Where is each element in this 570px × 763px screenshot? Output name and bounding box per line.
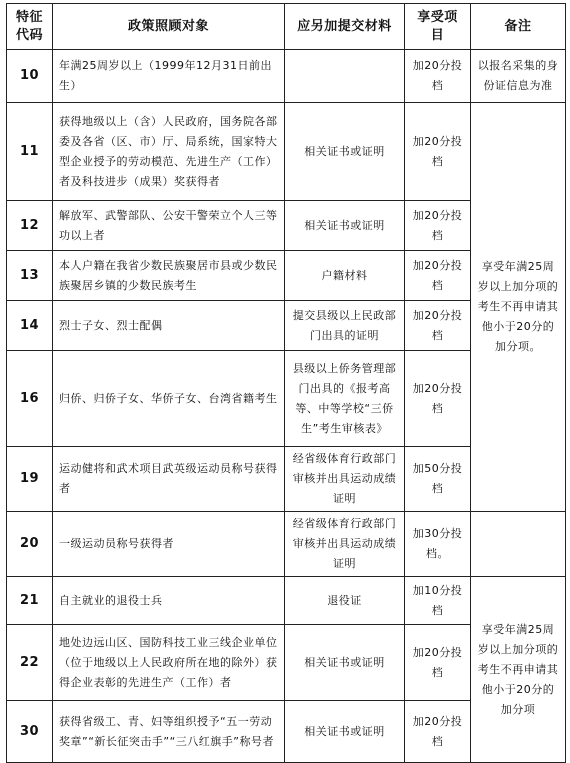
row-object: 获得省级工、青、妇等组织授予“五一劳动奖章”“新长征突击手”“三八红旗手”称号者 bbox=[53, 701, 285, 763]
header-materials: 应另加提交材料 bbox=[285, 4, 405, 50]
row-points: 加20分投档 bbox=[405, 50, 471, 103]
row-points: 加20分投档 bbox=[405, 251, 471, 301]
row-code: 14 bbox=[7, 301, 53, 351]
header-note: 备注 bbox=[471, 4, 566, 50]
row-points: 加20分投档 bbox=[405, 701, 471, 763]
row-points: 加20分投档 bbox=[405, 201, 471, 251]
row-materials: 相关证书或证明 bbox=[285, 701, 405, 763]
row-materials: 经省级体育行政部门审核并出具运动成绩证明 bbox=[285, 447, 405, 512]
header-object: 政策照顾对象 bbox=[53, 4, 285, 50]
row-points: 加30分投档。 bbox=[405, 512, 471, 577]
row-code: 19 bbox=[7, 447, 53, 512]
row-object: 地处边远山区、国防科技工业三线企业单位（位于地级以上人民政府所在地的除外）获得企业表彰的先进生产（工作）者 bbox=[53, 625, 285, 701]
row-points: 加10分投档 bbox=[405, 577, 471, 625]
row-materials: 户籍材料 bbox=[285, 251, 405, 301]
row-points: 加20分投档 bbox=[405, 103, 471, 201]
row-materials: 县级以上侨务管理部门出具的《报考高等、中等学校“三侨生”考生审核表》 bbox=[285, 351, 405, 447]
row-code: 20 bbox=[7, 512, 53, 577]
row-materials: 相关证书或证明 bbox=[285, 625, 405, 701]
header-code: 特征代码 bbox=[7, 4, 53, 50]
row-points: 加20分投档 bbox=[405, 351, 471, 447]
row-code: 13 bbox=[7, 251, 53, 301]
row-object: 归侨、归侨子女、华侨子女、台湾省籍考生 bbox=[53, 351, 285, 447]
note-group-2: 享受年满25周岁以上加分项的考生不再申请其他小于20分的加分项 bbox=[471, 577, 566, 763]
header-item: 享受项目 bbox=[405, 4, 471, 50]
row-object: 解放军、武警部队、公安干警荣立个人三等功以上者 bbox=[53, 201, 285, 251]
header-row bbox=[7, 4, 566, 50]
row-note-empty bbox=[471, 512, 566, 577]
row-materials: 相关证书或证明 bbox=[285, 201, 405, 251]
row-object: 年满25周岁以上（1999年12月31日前出生） bbox=[53, 50, 285, 103]
row-code: 22 bbox=[7, 625, 53, 701]
table-row bbox=[7, 577, 566, 625]
row-note: 以报名采集的身份证信息为准 bbox=[471, 50, 566, 103]
row-object: 获得地级以上（含）人民政府，国务院各部委及各省（区、市）厅、局系统，国家特大型企业授予的劳动模范、先进生产（工作）者及科技进步（成果）奖获得者 bbox=[53, 103, 285, 201]
row-object: 自主就业的退役士兵 bbox=[53, 577, 285, 625]
policy-table bbox=[6, 3, 566, 763]
row-object: 一级运动员称号获得者 bbox=[53, 512, 285, 577]
row-points: 加20分投档 bbox=[405, 625, 471, 701]
row-object: 本人户籍在我省少数民族聚居市县或少数民族聚居乡镇的少数民族考生 bbox=[53, 251, 285, 301]
table-row bbox=[7, 50, 566, 103]
row-code: 11 bbox=[7, 103, 53, 201]
row-materials: 退役证 bbox=[285, 577, 405, 625]
row-object: 烈士子女、烈士配偶 bbox=[53, 301, 285, 351]
row-code: 30 bbox=[7, 701, 53, 763]
row-materials: 经省级体育行政部门审核并出具运动成绩证明 bbox=[285, 512, 405, 577]
note-group-1: 享受年满25周岁以上加分项的考生不再申请其他小于20分的加分项。 bbox=[471, 103, 566, 512]
row-code: 16 bbox=[7, 351, 53, 447]
row-materials: 提交县级以上民政部门出具的证明 bbox=[285, 301, 405, 351]
row-code: 21 bbox=[7, 577, 53, 625]
table-row bbox=[7, 512, 566, 577]
row-points: 加50分投档 bbox=[405, 447, 471, 512]
policy-table-container bbox=[6, 3, 566, 763]
row-code: 12 bbox=[7, 201, 53, 251]
row-materials: 相关证书或证明 bbox=[285, 103, 405, 201]
row-object: 运动健将和武术项目武英级运动员称号获得者 bbox=[53, 447, 285, 512]
row-code: 10 bbox=[7, 50, 53, 103]
row-points: 加20分投档 bbox=[405, 301, 471, 351]
row-materials bbox=[285, 50, 405, 103]
table-row bbox=[7, 103, 566, 201]
